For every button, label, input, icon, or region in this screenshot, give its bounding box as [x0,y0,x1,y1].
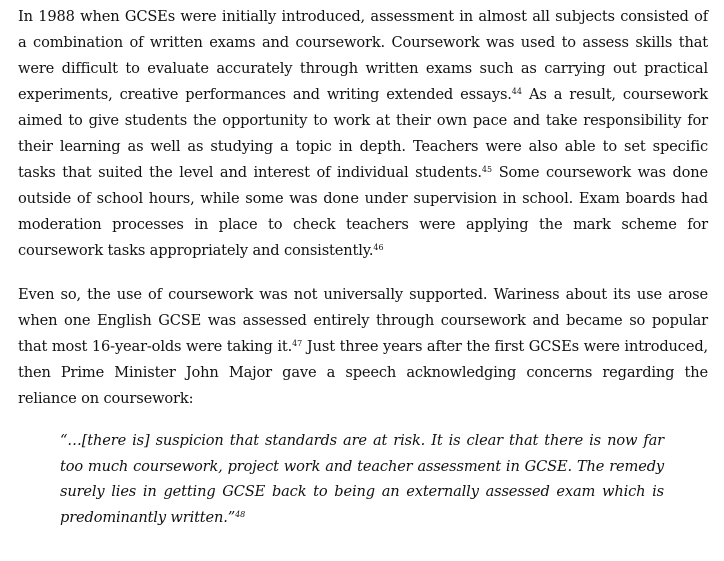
paragraph-text: Even so, the use of coursework was not universally supported. Wariness about its use arose when one English GCSE was assessed entirely through coursework and became so popular that most 16-year-olds were taking it. [18,286,708,355]
paragraph-text: As a result, coursework aimed to give students the opportunity to work at their own pace and take responsibility for their learning as well as studying a topic in depth. Teachers were also able to set specific tasks that suited the level and interest of individual students. [18,86,708,181]
footnote-ref-45: 45 [481,165,493,174]
footnote-ref-47: 47 [292,339,303,348]
paragraph-text: Some coursework was done outside of school hours, while some was done under supervision in school. Exam boards had moderation processes in place to check teachers were applying the mark scheme for coursework tasks appropriately and consistently. [18,164,709,259]
footnote-ref-44: 44 [511,87,522,96]
paragraph-text: In 1988 when GCSEs were initially introduced, assessment in almost all subjects consisted of a combination of written exams and coursework. Coursework was used to assess skills that were difficult to evaluate accurately through written exams such as carrying out practical experiments, creative performances and writing extended essays. [18,8,708,103]
quote-text: “…[there is] suspicion that standards are at risk. It is clear that there is now far too much coursework, project work and teacher assessment in GCSE. The remedy surely lies in getting GCSE back to being an externally assessed exam which is predominantly written.” [60,432,664,526]
footnote-ref-48: 48 [235,509,246,519]
paragraph-text: Just three years after the first GCSEs were introduced, then Prime Minister John Major gave a speech acknowledging concerns regarding the reliance on coursework: [18,338,709,407]
block-quote-john-major [60,428,664,530]
paragraph-gcse-introduction [18,4,708,264]
paragraph-coursework-concerns [18,282,708,412]
footnote-ref-46: 46 [373,243,384,252]
document-body [18,4,708,530]
